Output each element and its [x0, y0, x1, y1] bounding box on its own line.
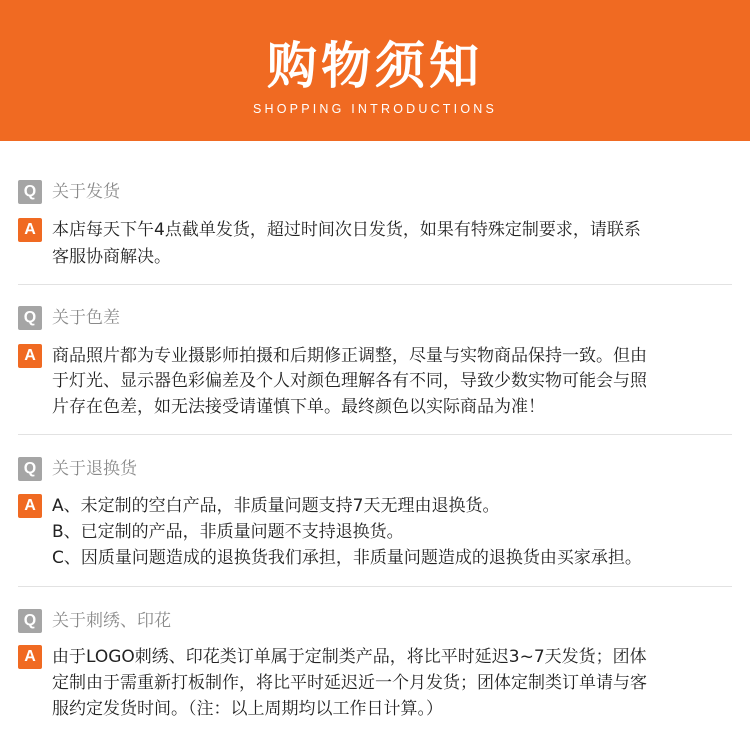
page-title: 购物须知 — [267, 37, 483, 95]
question-badge-icon: Q — [18, 609, 42, 633]
question-color-difference: 关于色差 — [52, 308, 120, 328]
question-returns: 关于退换货 — [52, 459, 137, 479]
answer-line: 于灯光、显示器色彩偏差及个人对颜色理解各有不同，导致少数实物可能会与照 — [52, 371, 647, 391]
section-divider — [18, 586, 732, 587]
header-banner — [0, 0, 750, 141]
section-divider — [18, 434, 732, 435]
answer-badge-icon: A — [18, 218, 42, 242]
page-subtitle: SHOPPING INTRODUCTIONS — [252, 102, 498, 116]
answer-line: A、未定制的空白产品，非质量问题支持7天无理由退换货。 — [52, 496, 500, 516]
answer-badge-icon: A — [18, 645, 42, 669]
answer-line: C、因质量问题造成的退换货我们承担，非质量问题造成的退换货由买家承担。 — [52, 548, 642, 568]
question-shipping: 关于发货 — [52, 182, 120, 202]
answer-line: B、已定制的产品，非质量问题不支持退换货。 — [52, 522, 404, 542]
question-badge-icon: Q — [18, 180, 42, 204]
answer-line: 片存在色差，如无法接受请谨慎下单。最终颜色以实际商品为准！ — [52, 397, 545, 417]
answer-badge-icon: A — [18, 494, 42, 518]
answer-badge-icon: A — [18, 344, 42, 368]
question-badge-icon: Q — [18, 457, 42, 481]
answer-line: 由于LOGO刺绣、印花类订单属于定制类产品，将比平时延迟3~7天发货；团体 — [52, 647, 647, 667]
answer-line: 本店每天下午4点截单发货，超过时间次日发货，如果有特殊定制要求，请联系 — [52, 220, 641, 240]
question-embroidery-printing: 关于刺绣、印花 — [52, 611, 171, 631]
answer-line: 服约定发货时间。（注：以上周期均以工作日计算。） — [52, 699, 443, 719]
section-divider — [18, 284, 732, 285]
answer-line: 商品照片都为专业摄影师拍摄和后期修正调整，尽量与实物商品保持一致。但由 — [52, 346, 647, 366]
answer-line: 客服协商解决。 — [52, 247, 171, 267]
answer-line: 定制由于需重新打板制作，将比平时延迟近一个月发货；团体定制类订单请与客 — [52, 673, 647, 693]
question-badge-icon: Q — [18, 306, 42, 330]
